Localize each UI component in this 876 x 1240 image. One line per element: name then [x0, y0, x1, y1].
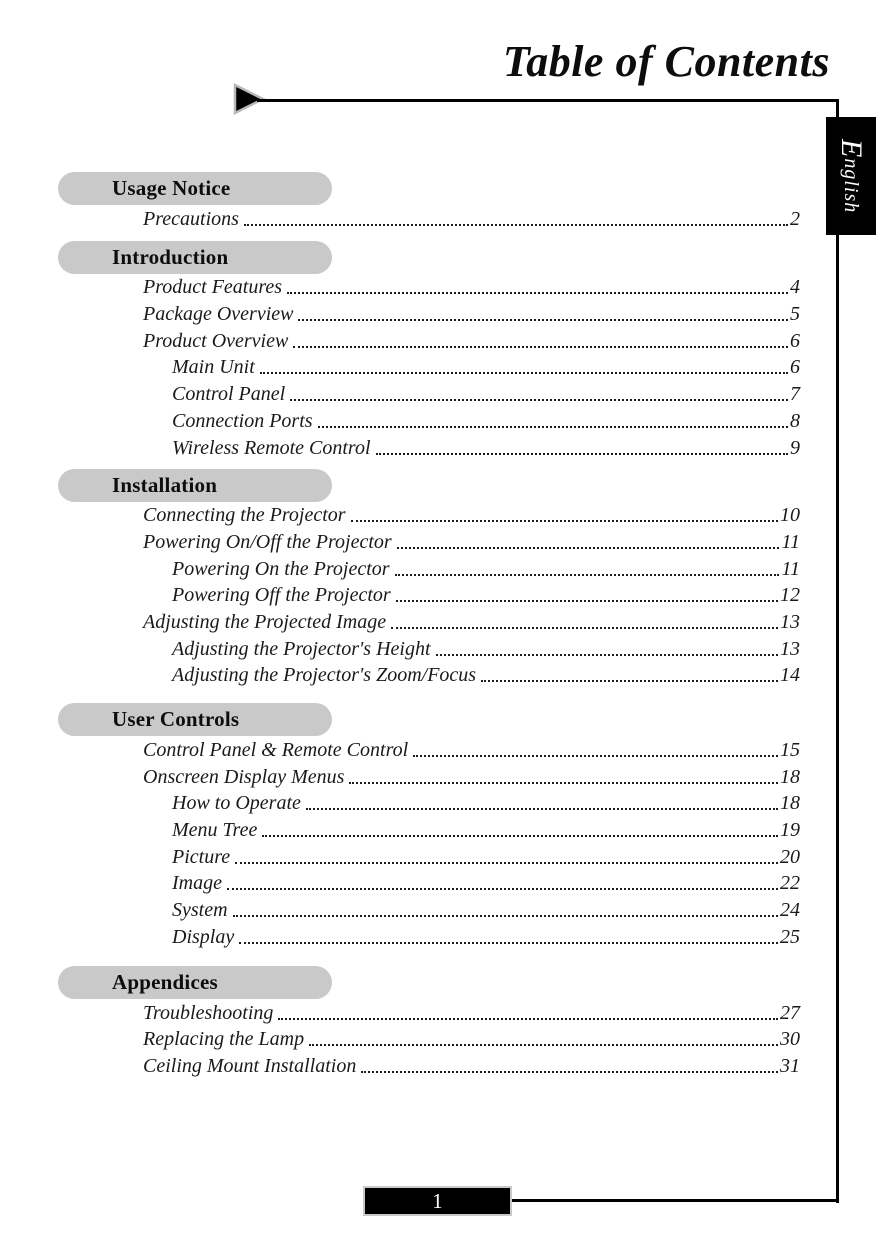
entry-label: Display [172, 925, 235, 948]
toc-entry[interactable] [143, 1026, 800, 1053]
right-vertical-rule [836, 99, 839, 1203]
entry-page-number: 8 [790, 409, 800, 432]
toc-section [58, 966, 800, 1079]
entry-page-number: 13 [780, 637, 800, 660]
entry-page-number: 19 [780, 819, 800, 842]
dotted-leader [235, 862, 778, 864]
section-title: Installation [112, 472, 218, 497]
section-title: User Controls [112, 707, 240, 732]
entry-page-number: 25 [780, 925, 800, 948]
section-header-pill [58, 172, 332, 205]
entry-page-number: 20 [780, 845, 800, 868]
entry-label: Product Overview [143, 329, 289, 352]
dotted-leader [287, 292, 788, 294]
section-header-pill [58, 703, 332, 736]
entry-label: Precautions [143, 207, 239, 230]
entry-label: Ceiling Mount Installation [143, 1054, 357, 1077]
toc-entry[interactable] [143, 300, 800, 327]
toc-entry[interactable] [172, 923, 800, 950]
toc-entry[interactable] [172, 380, 800, 407]
page-title: Table of Contents [502, 37, 830, 86]
entry-page-number: 2 [790, 207, 800, 230]
dotted-leader [233, 915, 778, 917]
dotted-leader [413, 755, 778, 757]
entry-label: Adjusting the Projector's Height [172, 637, 431, 660]
toc-entry[interactable] [172, 896, 800, 923]
dotted-leader [351, 520, 778, 522]
toc-entry[interactable] [172, 635, 800, 662]
toc-entry[interactable] [172, 407, 800, 434]
dotted-leader [361, 1071, 778, 1073]
toc-section [58, 172, 800, 232]
toc-section [58, 241, 800, 461]
dotted-leader [395, 574, 780, 576]
entry-page-number: 10 [780, 504, 800, 527]
dotted-leader [436, 654, 778, 656]
dotted-leader [278, 1018, 778, 1020]
section-header-pill [58, 966, 332, 999]
entry-label: Troubleshooting [143, 1001, 274, 1024]
toc-entry[interactable] [143, 502, 800, 529]
section-entries [58, 274, 800, 461]
dotted-leader [239, 942, 778, 944]
entry-page-number: 5 [790, 303, 800, 326]
dotted-leader [397, 547, 780, 549]
toc-entry[interactable] [172, 816, 800, 843]
toc-entry[interactable] [143, 999, 800, 1026]
dotted-leader [262, 835, 778, 837]
dotted-leader [349, 782, 778, 784]
dotted-leader [306, 808, 778, 810]
section-header-pill [58, 241, 332, 274]
entry-page-number: 7 [790, 383, 800, 406]
header-horizontal-rule [257, 99, 839, 102]
entry-page-number: 11 [781, 530, 800, 553]
entry-label: Control Panel [172, 383, 286, 406]
toc-section [58, 469, 800, 689]
dotted-leader [244, 224, 788, 226]
entry-page-number: 24 [780, 899, 800, 922]
dotted-leader [298, 319, 788, 321]
entry-label: Wireless Remote Control [172, 436, 371, 459]
dotted-leader [318, 426, 788, 428]
toc-entry[interactable] [143, 327, 800, 354]
section-title: Introduction [112, 244, 229, 269]
toc-entry[interactable] [172, 790, 800, 817]
entry-page-number: 6 [790, 329, 800, 352]
entry-page-number: 14 [780, 664, 800, 687]
section-title: Appendices [112, 969, 218, 994]
entry-label: Main Unit [172, 356, 255, 379]
toc-entry[interactable] [143, 736, 800, 763]
entry-page-number: 18 [780, 765, 800, 788]
toc-entry[interactable] [143, 763, 800, 790]
entry-page-number: 18 [780, 792, 800, 815]
section-header-pill [58, 469, 332, 502]
entry-label: Powering On/Off the Projector [143, 530, 392, 553]
section-title: Usage Notice [112, 176, 231, 200]
toc-entry[interactable] [172, 662, 800, 689]
toc-entry[interactable] [143, 608, 800, 635]
entry-page-number: 30 [780, 1028, 800, 1051]
entry-label: Connection Ports [172, 409, 313, 432]
entry-label: Powering On the Projector [172, 557, 390, 580]
entry-page-number: 4 [790, 276, 800, 299]
dotted-leader [309, 1044, 778, 1046]
entry-page-number: 22 [780, 872, 800, 895]
entry-label: Onscreen Display Menus [143, 765, 345, 788]
entry-page-number: 6 [790, 356, 800, 379]
toc-entry[interactable] [143, 274, 800, 301]
dotted-leader [396, 600, 778, 602]
dotted-leader [391, 627, 778, 629]
dotted-leader [293, 346, 788, 348]
toc-entry[interactable] [172, 843, 800, 870]
footer-horizontal-rule [512, 1199, 839, 1202]
entry-label: Product Features [143, 276, 283, 299]
entry-label: Picture [172, 845, 231, 868]
section-entries [58, 999, 800, 1079]
entry-page-number: 12 [780, 584, 800, 607]
entry-page-number: 11 [781, 557, 800, 580]
entry-label: Menu Tree [172, 819, 258, 842]
section-entries [58, 502, 800, 689]
entry-label: Powering Off the Projector [172, 584, 391, 607]
entry-page-number: 31 [780, 1054, 800, 1077]
toc-section [58, 703, 800, 950]
entry-label: Adjusting the Projector's Zoom/Focus [172, 664, 477, 687]
entry-page-number: 27 [780, 1001, 800, 1024]
entry-label: How to Operate [172, 792, 301, 815]
entry-label: System [172, 899, 228, 922]
dotted-leader [260, 372, 788, 374]
toc-entry[interactable] [143, 205, 800, 232]
toc-entry[interactable] [172, 555, 800, 582]
entry-page-number: 13 [780, 610, 800, 633]
entry-page-number: 15 [780, 739, 800, 761]
language-tab-label: English [835, 138, 868, 214]
toc-entry[interactable] [172, 354, 800, 381]
dotted-leader [227, 888, 778, 890]
dotted-leader [376, 453, 789, 455]
dotted-leader [290, 399, 788, 401]
toc-sections [58, 172, 800, 1079]
footer-page-number: 1 [432, 1188, 443, 1213]
section-entries [58, 205, 800, 232]
section-entries [58, 736, 800, 950]
entry-page-number: 9 [790, 436, 800, 459]
toc-entry[interactable] [143, 528, 800, 555]
footer-page-number-box [363, 1186, 512, 1216]
entry-label: Replacing the Lamp [143, 1028, 305, 1051]
entry-label: Control Panel & Remote Control [143, 739, 409, 761]
toc-entry[interactable] [172, 434, 800, 461]
toc-entry[interactable] [172, 870, 800, 897]
entry-label: Adjusting the Projected Image [143, 610, 387, 633]
entry-label: Image [172, 872, 222, 895]
language-tab [826, 117, 876, 235]
toc-entry[interactable] [143, 1052, 800, 1079]
toc-entry[interactable] [172, 582, 800, 609]
entry-label: Package Overview [143, 303, 294, 326]
entry-label: Connecting the Projector [143, 504, 346, 527]
dotted-leader [481, 680, 778, 682]
